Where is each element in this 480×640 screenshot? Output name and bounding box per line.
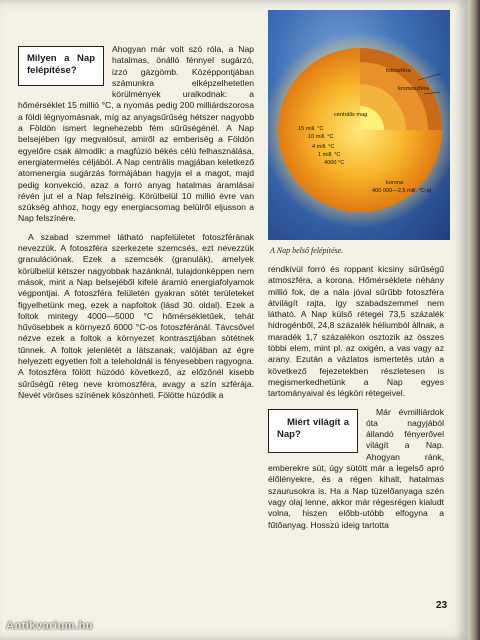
watermark-logo: Antikvarium.hu [6,620,94,632]
label-temp-10m: 10 mill. °C [308,134,334,140]
label-corona-temp: 400 000—2,5 mill. °C-ig [372,188,432,194]
label-chromosphere: kromoszféra [398,86,429,92]
paragraph-text: Már évmilliárdok óta nagyjából állandó fényerővel világít a Nap. Ahogyan ránk, emberekre süt, úgy sütött már a legelső apró élőlényekre, és a régen kihalt, hatalmas szaurusokra is. Ha a Nap tüzelőanyaga szén vagy olaj lenne, akkor már régesrégen kialudt volna, hiszen előbb-utóbb elfogyna a fűtőanyag. Hosszú ideig tartotta [268,406,444,530]
label-temp-1m: 1 mill. °C [318,152,341,158]
paragraph: rendkívül forró és roppant kicsiny sűrűségű atmoszféra, a korona. Hőmérséklete néhány millió fok, de a nála jóval sűrűbb fotoszféra átvilágít rajta, így szabadszemmel nem látható. A Nap külső rétegei 73,5 százalék hidrogénből, 24,8 százalék héliumból állnak, a maradék 1,7 százalékon osztozik az összes többi elem, mint pl. az oxigén, a vas vagy az arany. Ezután a vázlatos ismertetés után a következő fejezetekben részletesen is megismerkedhetünk a Nap egyes tartományaival és légköri rétegeivel. [268,264,444,399]
section-box-heading: Miért világít a Nap? [268,409,358,453]
page-number: 23 [436,600,448,611]
right-text-column [268,264,444,594]
label-corona: korona [386,180,404,186]
paragraph [18,44,254,225]
paragraph [268,407,444,531]
section-box-heading: Milyen a Nap felépítése? [18,46,104,86]
label-photosphere: fotoszféra [386,68,411,74]
illustration-caption: A Nap belső felépítése. [270,246,344,255]
label-temp-4000: 4000 °C [324,160,345,166]
sun-diagram [268,10,450,240]
label-core: centrális mag [334,112,368,118]
label-temp-4m: 4 mill. °C [312,144,335,150]
book-spine-shadow [468,0,480,640]
left-text-column [18,44,254,632]
sun-structure-illustration [268,10,450,240]
label-temp-15m: 15 mill. °C [298,126,324,132]
paragraph-text: Ahogyan már volt szó róla, a Nap hatalmas, önálló fénnyel sugárzó, izzó gázgömb. Középpontjában számunkra elképzelhetetlen körülmények uralkodnak: a hőmérséklet 15 millió °C, a nyomás pedig 200 milliárdszorosa a földi légnyomásnak, míg az anyagsűrűség hétszer nagyobb a Földön ismert legnehezebb fém sűrűségénél. A Nap belsejében így megvalósul, amiről az emberiség a Földön egyelőre csak álmodik: a magfúzió békés célú felhasználása, energiatermelés céljából. A Nap centrális magjában keletkező atomenergia sugárzás formájában hagyja el a magot, majd pedig konvekció, azaz a forró anyag hatalmas áramlásai révén jut el a Nap felszínéig. Körülbelül 10 millió évre van szükség ahhoz, hogy egy energiacsomag belülről eljusson a Nap felszínére. [18,44,254,224]
paragraph: A szabad szemmel látható napfelületet fotoszférának nevezzük. A fotoszféra szerkezete szemcsés, ezt nevezzük granulációnak. Ezek a szemcsék (granulák), amelyek körülbelül kétszer nagyobbak hazánknál, tulajdonképpen nem mások, mint a Nap belsejéből kifelé áramló energiafolyamok végpontjai. A fotoszféra felületén gyakran sötét területeket figyelhetünk meg, ezek a napfoltok (lásd 30. oldal). Ezek a foltok mintegy 4000—5000 °C hőmérsékletűek, tehát hűvösebbek a környező 6000 °C-os fotoszféránál. Távcsővel nézve ezek a foltok a környezet kontrasztjában sötétnek tűnnek. A foltok jelenlétét a látszanak, valójában az égre helyezett egyetlen folt a teleholdnál is fényesebben ragyogna. A fotoszféra fölött húzódó következő, az előzőnél kisebb sűrűségű réteg neve kromoszféra, avagy a szín szférája. Nevét vöröses színének köszönheti. Fölötte húzódik a [18,231,254,400]
